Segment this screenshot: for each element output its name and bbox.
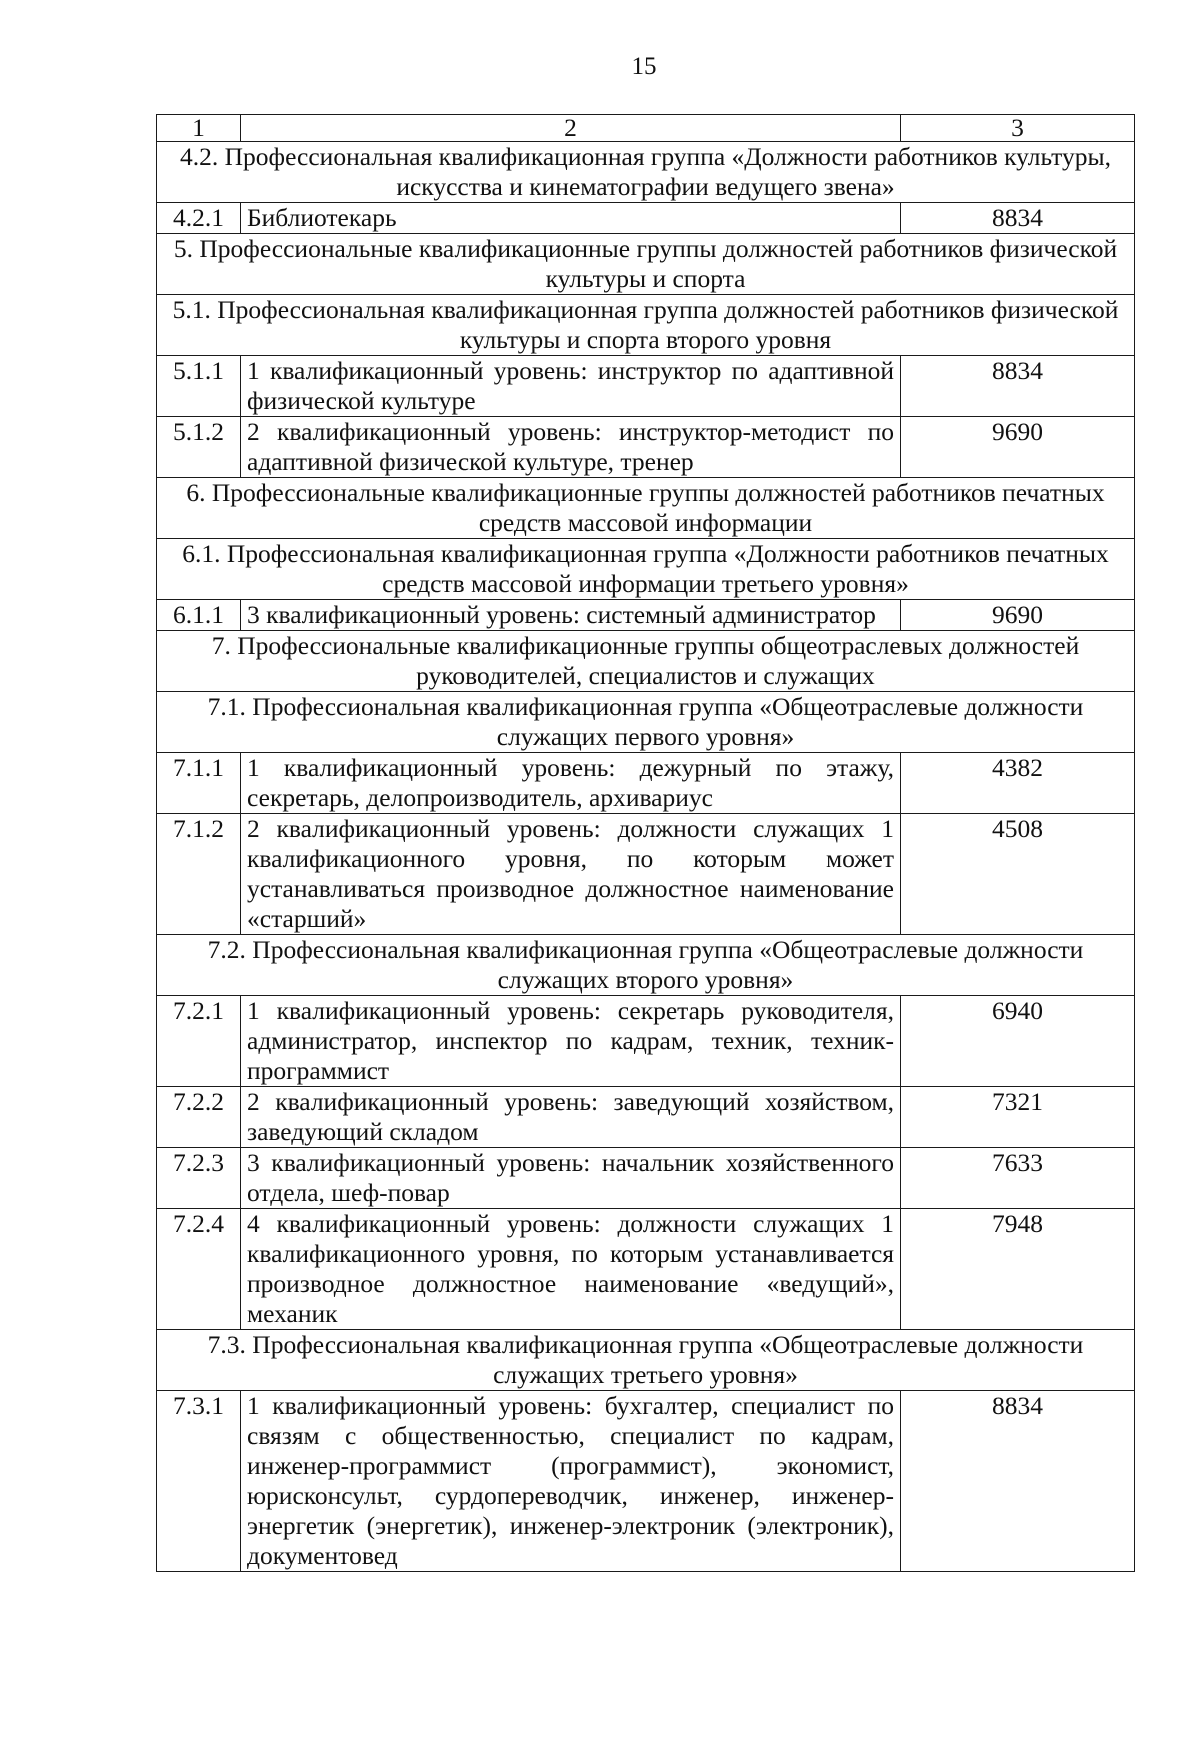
row-number: 5.1.1: [157, 356, 241, 417]
table-row: [157, 1148, 1135, 1209]
group-title: 7.2. Профессиональная квалификационная группа «Общеотраслевые должности служащих второго уровня»: [157, 935, 1135, 996]
header-row: [157, 115, 1135, 142]
salary-value: 9690: [901, 600, 1135, 631]
group-header-row: [157, 631, 1135, 692]
header-col-3: 3: [901, 115, 1135, 142]
salary-value: 8834: [901, 356, 1135, 417]
row-number: 5.1.2: [157, 417, 241, 478]
page-number: 15: [631, 53, 657, 80]
salary-value: 4382: [901, 753, 1135, 814]
position-description: Библиотекарь: [241, 203, 901, 234]
header-col-1: 1: [157, 115, 241, 142]
table-row: [157, 417, 1135, 478]
salary-table: [156, 114, 1135, 1572]
table-row: [157, 1209, 1135, 1330]
group-title: 4.2. Профессиональная квалификационная группа «Должности работников культуры, искусства и кинематографии ведущего звена»: [157, 142, 1135, 203]
row-number: 7.1.2: [157, 814, 241, 935]
row-number: 7.1.1: [157, 753, 241, 814]
position-description: 1 квалификационный уровень: дежурный по этажу, секретарь, делопроизводитель, архивариус: [241, 753, 901, 814]
group-title: 6. Профессиональные квалификационные группы должностей работников печатных средств массовой информации: [157, 478, 1135, 539]
row-number: 7.2.1: [157, 996, 241, 1087]
group-header-row: [157, 478, 1135, 539]
salary-value: 8834: [901, 1391, 1135, 1572]
row-number: 4.2.1: [157, 203, 241, 234]
group-header-row: [157, 234, 1135, 295]
row-number: 6.1.1: [157, 600, 241, 631]
group-title: 7.1. Профессиональная квалификационная группа «Общеотраслевые должности служащих первого уровня»: [157, 692, 1135, 753]
salary-value: 7948: [901, 1209, 1135, 1330]
position-description: 1 квалификационный уровень: инструктор по адаптивной физической культуре: [241, 356, 901, 417]
group-title: 6.1. Профессиональная квалификационная группа «Должности работников печатных средств массовой информации третьего уровня»: [157, 539, 1135, 600]
table-row: [157, 1087, 1135, 1148]
position-description: 2 квалификационный уровень: инструктор-методист по адаптивной физической культуре, тренер: [241, 417, 901, 478]
group-header-row: [157, 692, 1135, 753]
table-row: [157, 996, 1135, 1087]
group-header-row: [157, 539, 1135, 600]
table-row: [157, 753, 1135, 814]
group-title: 7.3. Профессиональная квалификационная группа «Общеотраслевые должности служащих третьего уровня»: [157, 1330, 1135, 1391]
table-body: [157, 115, 1135, 1572]
salary-value: 9690: [901, 417, 1135, 478]
table-row: [157, 1391, 1135, 1572]
group-header-row: [157, 935, 1135, 996]
salary-value: 7321: [901, 1087, 1135, 1148]
header-col-2: 2: [241, 115, 901, 142]
salary-value: 4508: [901, 814, 1135, 935]
row-number: 7.2.3: [157, 1148, 241, 1209]
group-title: 5.1. Профессиональная квалификационная группа должностей работников физической культуры и спорта второго уровня: [157, 295, 1135, 356]
table-row: [157, 203, 1135, 234]
row-number: 7.3.1: [157, 1391, 241, 1572]
group-title: 7. Профессиональные квалификационные группы общеотраслевых должностей руководителей, специалистов и служащих: [157, 631, 1135, 692]
table-row: [157, 814, 1135, 935]
table-row: [157, 600, 1135, 631]
position-description: 2 квалификационный уровень: заведующий хозяйством, заведующий складом: [241, 1087, 901, 1148]
salary-value: 7633: [901, 1148, 1135, 1209]
group-header-row: [157, 142, 1135, 203]
position-description: 2 квалификационный уровень: должности служащих 1 квалификационного уровня, по которым может устанавливаться производное должностное наименование «старший»: [241, 814, 901, 935]
salary-value: 6940: [901, 996, 1135, 1087]
position-description: 4 квалификационный уровень: должности служащих 1 квалификационного уровня, по которым устанавливается производное должностное наименование «ведущий», механик: [241, 1209, 901, 1330]
row-number: 7.2.4: [157, 1209, 241, 1330]
group-header-row: [157, 1330, 1135, 1391]
position-description: 3 квалификационный уровень: начальник хозяйственного отдела, шеф-повар: [241, 1148, 901, 1209]
group-header-row: [157, 295, 1135, 356]
position-description: 3 квалификационный уровень: системный администратор: [241, 600, 901, 631]
table-row: [157, 356, 1135, 417]
group-title: 5. Профессиональные квалификационные группы должностей работников физической культуры и спорта: [157, 234, 1135, 295]
salary-value: 8834: [901, 203, 1135, 234]
row-number: 7.2.2: [157, 1087, 241, 1148]
position-description: 1 квалификационный уровень: секретарь руководителя, администратор, инспектор по кадрам, техник, техник-программист: [241, 996, 901, 1087]
position-description: 1 квалификационный уровень: бухгалтер, специалист по связям с общественностью, специалист по кадрам, инженер-программист (программист), экономист, юрисконсульт, сурдопереводчик, инженер, инженер-энергетик (энергетик), инженер-электроник (электроник), документовед: [241, 1391, 901, 1572]
